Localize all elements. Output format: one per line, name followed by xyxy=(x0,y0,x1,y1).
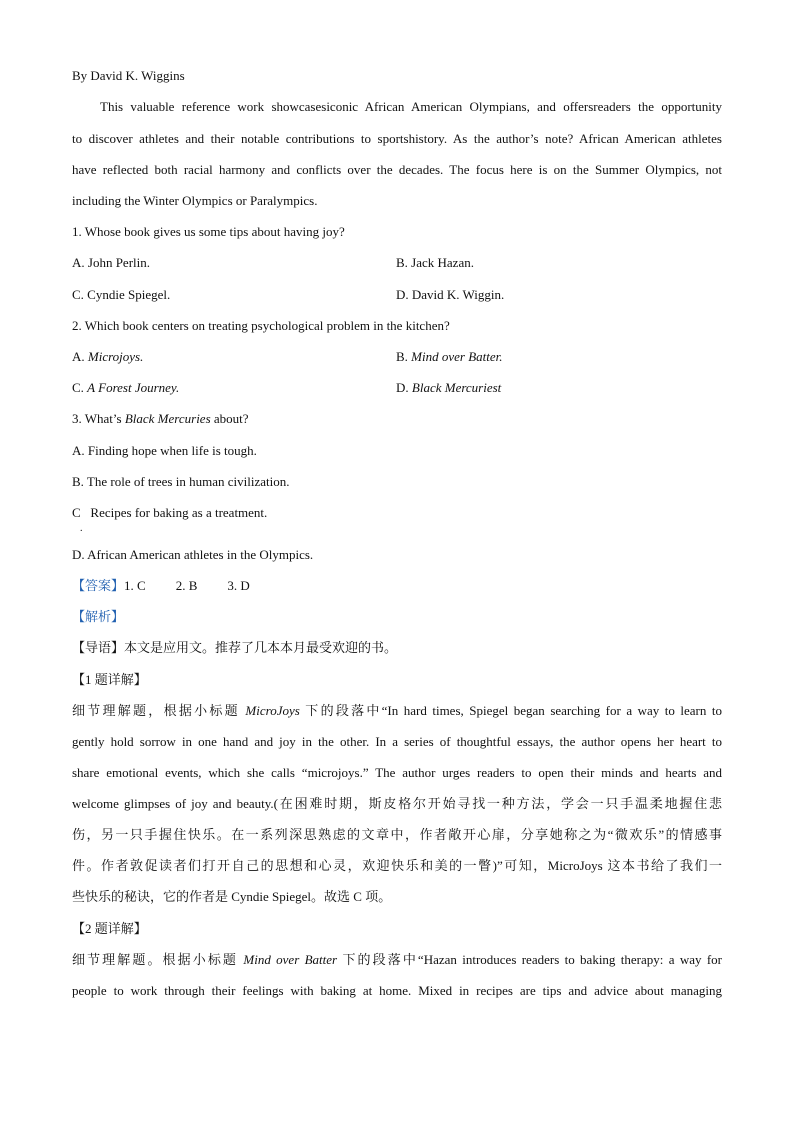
book-title: Microjoys. xyxy=(87,349,144,364)
question-1-option-b: B. Jack Hazan. xyxy=(396,255,474,270)
analysis-tag: 【解析】 xyxy=(72,609,125,624)
detail-2-line-2: people to work through their feelings with baking at home. Mixed in recipes are tips and advice about managing xyxy=(72,983,722,998)
question-2-option-d xyxy=(396,380,501,396)
intro-line-2: to discover athletes and their notable contributions to sportshistory. As the author’s note? African American athletes xyxy=(72,131,722,146)
option-letter: D. xyxy=(396,380,412,395)
question-1-stem: 1. Whose book gives us some tips about having joy? xyxy=(72,224,345,239)
question-2-option-c xyxy=(72,380,179,396)
book-title: Black Mercuries xyxy=(124,411,211,426)
detail-text: 细节理解题。根据小标题 xyxy=(72,952,244,967)
stray-dot: . xyxy=(80,523,83,534)
detail-text: 下的段落中“In hard times, Spiegel began searching for a way to learn to xyxy=(299,703,722,718)
question-1-option-a: A. John Perlin. xyxy=(72,255,150,270)
detail-1-line-7: 些快乐的秘诀，它的作者是 Cyndie Spiegel。故选 C 项。 xyxy=(72,889,392,904)
option-letter: C. xyxy=(72,380,88,395)
question-2-option-a xyxy=(72,349,143,365)
question-3-option-a: A. Finding hope when life is tough. xyxy=(72,443,257,458)
detail-1-line-3: share emotional events, which she calls “microjoys.” The author urges readers to open their minds and hearts and xyxy=(72,765,722,780)
intro-line-4: including the Winter Olympics or Paralympics. xyxy=(72,193,318,208)
question-1-option-d: D. David K. Wiggin. xyxy=(396,287,505,302)
answer-2: 2. B xyxy=(175,578,198,593)
stem-text: 3. What’s xyxy=(72,411,125,426)
detail-1-heading: 【1 题详解】 xyxy=(72,672,147,687)
detail-2-heading: 【2 题详解】 xyxy=(72,921,147,936)
book-title: A Forest Journey. xyxy=(87,380,180,395)
book-title: Black Mercuriest xyxy=(411,380,502,395)
detail-text: 细节理解题，根据小标题 xyxy=(72,703,246,718)
question-1-option-c: C. Cyndie Spiegel. xyxy=(72,287,171,302)
answer-line xyxy=(72,578,250,594)
question-3-option-b: B. The role of trees in human civilization. xyxy=(72,474,290,489)
option-letter: A. xyxy=(72,349,88,364)
answer-3: 3. D xyxy=(227,578,250,593)
answer-tag: 【答案】 xyxy=(72,578,125,593)
author-line: By David K. Wiggins xyxy=(72,68,185,83)
detail-1-line-6: 件。作者敦促读者们打开自己的思想和心灵，欢迎快乐和美的一瞥)”可知，MicroJoys 这本书给了我们一 xyxy=(72,858,722,873)
stem-text: about? xyxy=(210,411,249,426)
detail-2-line-1 xyxy=(72,952,722,968)
option-letter: B. xyxy=(396,349,412,364)
question-3-option-c: C Recipes for baking as a treatment. xyxy=(72,505,268,520)
intro-line-3: have reflected both racial harmony and conflicts over the decades. The focus here is on the Summer Olympics, not xyxy=(72,162,722,177)
detail-1-line-1 xyxy=(72,703,722,719)
question-2-stem: 2. Which book centers on treating psychological problem in the kitchen? xyxy=(72,318,450,333)
question-2-option-b xyxy=(396,349,503,365)
question-3-option-d: D. African American athletes in the Olympics. xyxy=(72,547,314,562)
intro-line-1: This valuable reference work showcasesiconic African American Olympians, and offersreaders the opportunity xyxy=(100,99,722,114)
guide-line xyxy=(72,640,397,656)
book-title: Mind over Batter. xyxy=(411,349,503,364)
detail-text: 下的段落中“Hazan introduces readers to baking therapy: a way for xyxy=(337,952,722,967)
question-3-stem xyxy=(72,411,249,427)
detail-1-line-5: 伤，另一只手握住快乐。在一系列深思熟虑的文章中，作者敞开心扉，分享她称之为“微欢乐”的情感事 xyxy=(72,827,722,842)
book-title: MicroJoys xyxy=(245,703,300,718)
guide-tag: 【导语】 xyxy=(72,640,125,655)
detail-1-line-4: welcome glimpses of joy and beauty.(在困难时期，斯皮格尔开始寻找一种方法，学会一只手温柔地握住悲 xyxy=(72,796,722,811)
detail-1-line-2: gently hold sorrow in one hand and joy in the other. In a series of thoughtful essays, the author opens her heart to xyxy=(72,734,722,749)
answer-1: 1. C xyxy=(124,578,146,593)
book-title: Mind over Batter xyxy=(243,952,338,967)
guide-text: 本文是应用文。推荐了几本本月最受欢迎的书。 xyxy=(124,640,398,655)
